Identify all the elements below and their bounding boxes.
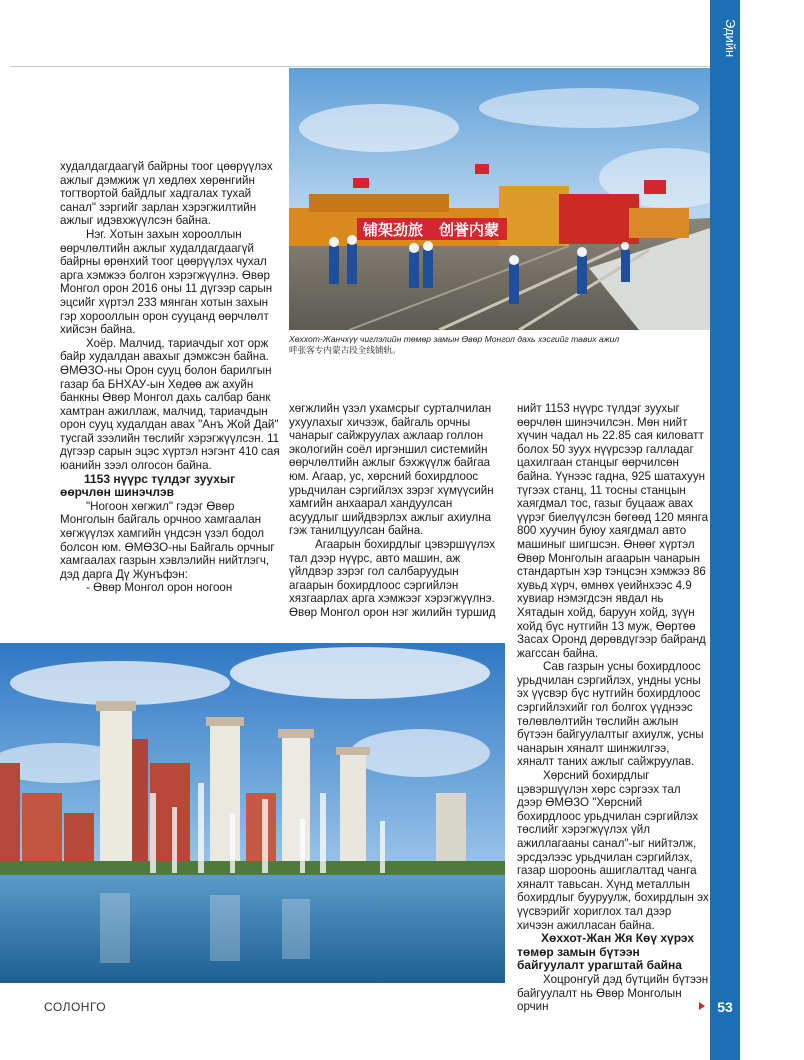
railway-photo	[289, 68, 710, 330]
paragraph: хөгжлийн үзэл ухамсрыг сурталчилан ухуулахыг хичээж, байгаль орчны чанарыг сайжруулах ажлаар голлон экологийн соёл иргэншил системийн өөрчлөлтийн ажлыг бэхжүүлж байгаа юм. Агаар, ус, хөрсний бохирдлоос урьдчилан сэргийлэх зэрэг хүмүүсийн хамгийн анхаарал хандуулсан асуудлыг шийдвэрлэх ажлыг ахиулна гэж танилцуулсан байна.	[289, 402, 494, 538]
paragraph: Хоцронгуй дэд бүтцийн бүтээн байгуулалт нь Өвөр Монголын орчин	[517, 972, 709, 1014]
header-rule	[10, 66, 710, 67]
paragraph: - Өвөр Монгол орон ногоон	[86, 581, 233, 595]
paragraph: "Ногоон хөгжил" гэдэг Өвөр Монголын байгаль орчноо хамгаалан хөгжүүлэх хамгийн үндсэн үзэл бодол болсон юм. ӨМӨЗО-ны Байгаль орчныг хамгаалах газрын хэвлэлийн нийтлэгч, дэд дарга Дү Жунъфэн:	[60, 499, 275, 581]
page-number: 53	[717, 999, 733, 1015]
paragraph: Сав газрын усны бохирдлоос урьдчилан сэргийлэх, ундны усны эх үүсвэр бүс нутгийн бохирдлоос сэргийлэхийг гол болгох үүднээс төлөвлөлтийн төслийн ажлын бүтээн байгуулалтыг ахиулж, усны чанарын хяналт шинжилгээ, хяналт таних ажлыг сайжруулав.	[517, 660, 704, 769]
city-skyline-photo	[0, 643, 505, 983]
magazine-name: СОЛОНГО	[44, 1000, 107, 1014]
text-column-3	[517, 402, 709, 1014]
caption-mongolian: Хөххот-Жанчхүү чиглэлийн төмөр замын Өвөр Монгол дахь хэсгийг тавих ажил	[289, 334, 620, 344]
section-tab	[710, 0, 804, 1060]
section-tab-bar	[710, 0, 740, 1060]
railway-banner-right: 创誉内蒙	[439, 221, 500, 239]
text-column-1	[60, 160, 282, 595]
paragraph: худалдагдаагүй байрны тоог цөөрүүлэх ажлыг дэмжиж үл хөдлөх хөрөнгийн тогтвортой байдлыг хадгалах тухай санал" зэргийг зарлан хэрэгжилтийн ажлыг идэвхжүүлсэн байна.	[60, 160, 273, 228]
paragraph: Агаарын бохирдлыг цэвэршүүлэх тал дээр нүүрс, авто машин, аж үйлдвэр зэрэг гол салбаруудын агаарын бохирдлоос сэргийлэн хязгаарлах арга хэмжээг хэрэгжүүлнэ. Өвөр Монгол орон нэг жилийн туршид	[289, 537, 496, 619]
caption-chinese: 呼张客专内蒙古段全线铺轨。	[289, 345, 401, 355]
photo-caption	[289, 334, 709, 356]
paragraph: Нэг. Хотын захын хорооллын өөрчлөлтийн ажлыг худалдагдаагүй байрны өрөнхий тоог цөөрүүлэх чухал арга хэмжээ болгон хэрэгжүүлнэ. Өвөр Монгол орон 2016 оны 11 дүгээр сарын эцсийг хүртэл 233 мянган хотын захын гэр хорооллын орон сууцанд өөрчлөлт хийсэн байна.	[60, 227, 273, 337]
section-tab-label: Эдийн	[723, 18, 738, 58]
paragraph: Хөрсний бохирдлыг цэвэршүүлэн хөрс сэргээх тал дээр ӨМӨЗО "Хөрсний бохирдлоос урьдчилан сэргийлэх төслийг хэрэгжүүлэх үйл ажиллагааны санал"-ыг нийтэлж, эрсдэлээс урьдчилан сэргийлэх, газар шороонь ашиглалтад чанга хяналт тавьсан. Хүнд металлын бохирдлыг бууруулж, бохирдлын эх үүсвэрийг хориглох тал дээр хичээн ажилласан байна.	[517, 769, 709, 932]
subheading: 1153 нүүрс түлдэг зуухыг өөрчлөн шинэчлэв	[60, 471, 236, 500]
subheading: Хөххот-Жан Жя Көү хүрэх төмөр замын бүтээн байгуулалт урагштай байна	[517, 931, 695, 973]
paragraph: нийт 1153 нүүрс түлдэг зуухыг өөрчлөн шинэчилсэн. Мөн нийт хүчин чадал нь 22.85 сая киловатт болох 50 зуух нүүрсээр галладаг цахилгаан станцыг өөрчилсөн байна. Үүнээс гадна, 925 шатахуун түгээх станц, 11 тосны станцын хаягдмал тос, газыг буцааж авах үүрэг биелүүлсэн бөгөөд 120 мянга 800 хуучин буюу хаягдмал авто машиныг шигшсэн. Өнөөг хүртэл Өвөр Монголын агаарын чанарын стандартын хэр тэнцсэн хэмжээ 86 хувьд хүрч, өмнөх үеийнхээс 4.9 хувиар нэмэгдсэн явдал нь Хятадын хойд, баруун хойд, зүүн хойд бүс нутгийн 13 муж, Өөртөө Засах Оронд дөрөвдүгээр байранд жагссан байна.	[517, 402, 709, 660]
railway-banner-left: 铺架劲旅	[363, 221, 424, 239]
continue-arrow-icon	[699, 1002, 705, 1010]
text-column-2	[289, 402, 503, 620]
paragraph: Хоёр. Малчид, тариачдыг хот орж байр худалдан авахыг дэмжсэн байна. ӨМӨЗО-ны Орон сууц болон барилгын газар ба БНХАУ-ын Хөдөө аж ахуйн банкны Өвөр Монгол дахь салбар банк хамтран ажиллаж, малчид, тариачдын орон сууц худалдан авах "Анъ Жой Дай" тусгай зээлийн төслийг хэрэгжүүлсэн. 11 дүгээр сарын эцэс хүртэл нэгэнт 410 сая юанийн зээл олгосон байна.	[60, 336, 280, 473]
